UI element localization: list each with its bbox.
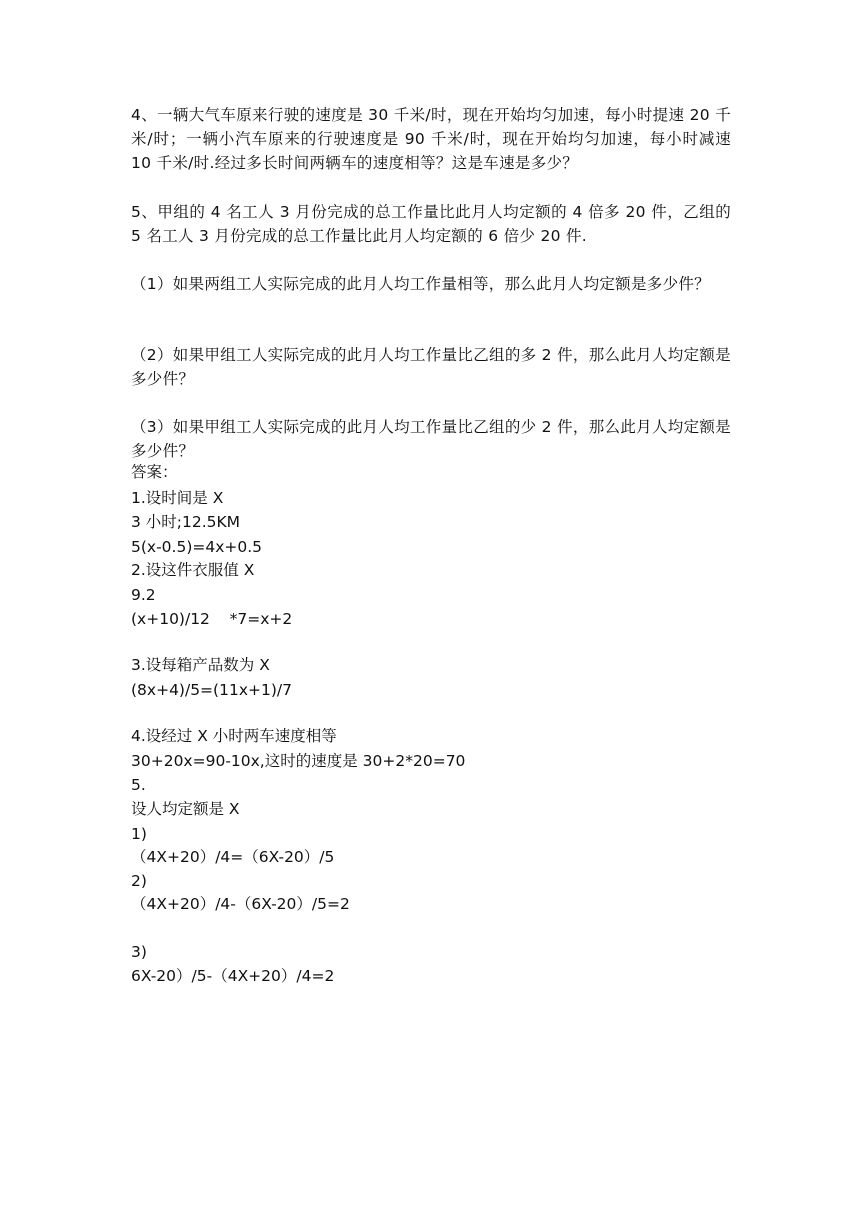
answer-5-part-3-label: 3) xyxy=(131,943,147,961)
answer-5-setup: 设人均定额是 X xyxy=(131,800,240,818)
answer-1-title: 1.设时间是 X xyxy=(131,489,224,507)
answer-1-result: 3 小时;12.5KM xyxy=(131,513,241,531)
answer-2-equation: (x+10)/12 *7=x+2 xyxy=(131,610,293,628)
answer-5-part-3-equation: 6X-20）/5-（4X+20）/4=2 xyxy=(131,967,335,985)
question-5-part-3-text: （3）如果甲组工人实际完成的此月人均工作量比乙组的少 2 件，那么此月人均定额是多少件？ xyxy=(131,418,731,460)
question-5-part-1 xyxy=(131,272,731,296)
question-5-text: 5、甲组的 4 名工人 3 月份完成的总工作量比此月人均定额的 4 倍多 20 件，乙组的 5 名工人 3 月份完成的总工作量比此月人均定额的 6 倍少 20 件. xyxy=(131,203,731,245)
answer-5-part-2-label: 2) xyxy=(131,872,147,890)
answer-3-equation: (8x+4)/5=(11x+1)/7 xyxy=(131,681,292,699)
answer-1-equation: 5(x-0.5)=4x+0.5 xyxy=(131,538,263,556)
answer-4-title: 4.设经过 X 小时两车速度相等 xyxy=(131,727,337,745)
question-5-part-2-text: （2）如果甲组工人实际完成的此月人均工作量比乙组的多 2 件，那么此月人均定额是多少件？ xyxy=(131,346,731,388)
answer-2-title: 2.设这件衣服值 X xyxy=(131,561,255,579)
answer-5-title: 5. xyxy=(131,776,146,794)
answer-5-part-2-equation: （4X+20）/4-（6X-20）/5=2 xyxy=(131,895,350,913)
question-5-part-2 xyxy=(131,343,731,391)
question-5-part-1-text: （1）如果两组工人实际完成的此月人均工作量相等，那么此月人均定额是多少件？ xyxy=(131,275,710,293)
answer-5-part-1-equation: （4X+20）/4=（6X-20）/5 xyxy=(131,848,335,866)
answers-heading: 答案： xyxy=(131,463,178,481)
question-4-text: 4、一辆大气车原来行驶的速度是 30 千米/时，现在开始均匀加速，每小时提速 20 千米/时；一辆小汽车原来的行驶速度是 90 千米/时，现在开始均匀加速，每小时减速 10 千米/时.经过多长时间两辆车的速度相等？这是车速是多少？ xyxy=(131,106,731,172)
answer-4-equation: 30+20x=90-10x,这时的速度是 30+2*20=70 xyxy=(131,752,466,770)
answer-5-part-1-label: 1) xyxy=(131,825,147,843)
answer-3-title: 3.设每箱产品数为 X xyxy=(131,656,270,674)
question-4 xyxy=(131,103,731,175)
question-5 xyxy=(131,200,731,248)
answer-2-result: 9.2 xyxy=(131,586,156,604)
question-5-part-3 xyxy=(131,415,731,463)
